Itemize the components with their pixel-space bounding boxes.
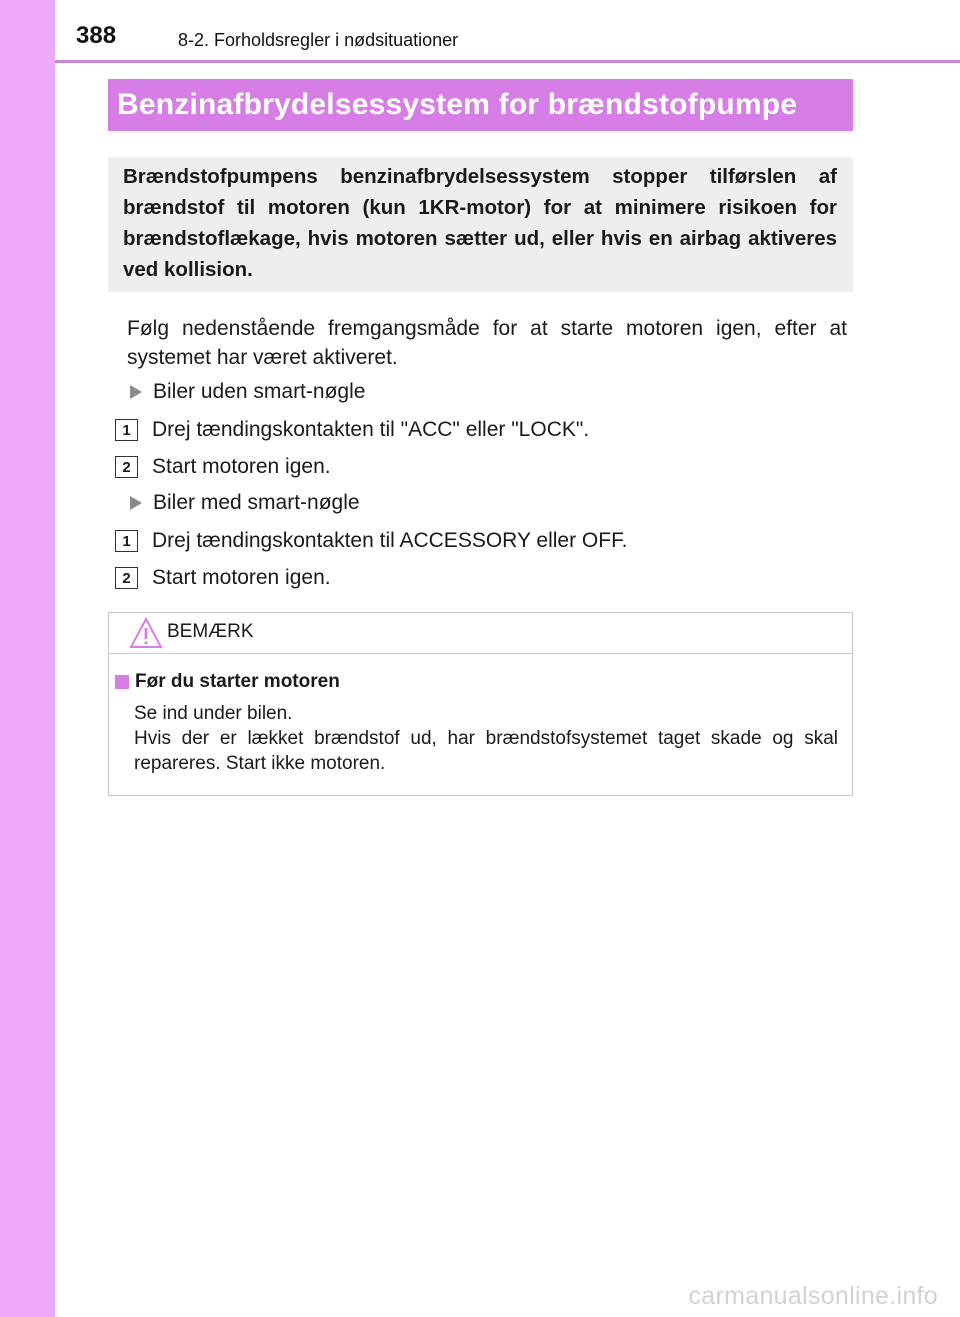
notice-text [134, 701, 838, 776]
section-title: Benzinafbrydelsessystem for brændstofpumpe [117, 88, 798, 121]
step-text: Start motoren igen. [152, 566, 331, 589]
page-number: 388 [76, 22, 117, 49]
notice-subheading-text: Før du starter motoren [135, 671, 340, 692]
intro-box [108, 157, 853, 292]
group-heading-with-smart-key [127, 491, 360, 515]
section-banner [108, 79, 853, 131]
step-number-badge: 2 [115, 456, 138, 478]
step-item [115, 566, 331, 590]
step-text: Drej tændingskontakten til "ACC" eller "LOCK". [152, 418, 590, 441]
triangle-bullet-icon [130, 496, 142, 510]
notice-line: Se ind under bilen. [134, 703, 293, 724]
notice-header [109, 613, 852, 654]
step-item [115, 455, 331, 479]
notice-subheading [115, 671, 340, 693]
notice-box [108, 612, 853, 796]
step-number-badge: 2 [115, 567, 138, 589]
step-item [115, 529, 627, 553]
intro-text: Brændstofpumpens benzinafbrydelsessystem stopper tilførslen af brændstof til motoren (kun 1KR-motor) for at minimere risikoen for brændstoflækage, hvis motoren sætter ud, eller hvis en airbag aktiveres ved kollision. [123, 165, 837, 281]
side-margin-band [0, 0, 55, 1317]
warning-triangle-icon [129, 617, 163, 649]
step-text: Start motoren igen. [152, 455, 331, 478]
step-number-badge: 1 [115, 419, 138, 441]
body-paragraph: Følg nedenstående fremgangsmåde for at starte motoren igen, efter at systemet har været aktiveret. [127, 317, 847, 369]
group-heading-without-smart-key [127, 380, 365, 404]
step-item [115, 418, 589, 442]
group-heading-label: Biler med smart-nøgle [153, 491, 360, 514]
triangle-bullet-icon [130, 385, 142, 399]
group-heading-label: Biler uden smart-nøgle [153, 380, 366, 403]
step-number-badge: 1 [115, 530, 138, 552]
header-rule [55, 60, 960, 63]
step-text: Drej tændingskontakten til ACCESSORY eller OFF. [152, 529, 628, 552]
notice-line: Hvis der er lækket brændstof ud, har brændstofsystemet taget skade og skal repareres. Start ikke motoren. [134, 728, 838, 774]
square-bullet-icon [115, 675, 129, 689]
notice-label: BEMÆRK [167, 621, 254, 642]
watermark: carmanualsonline.info [688, 1282, 938, 1310]
chapter-title: 8-2. Forholdsregler i nødsituationer [178, 30, 459, 50]
